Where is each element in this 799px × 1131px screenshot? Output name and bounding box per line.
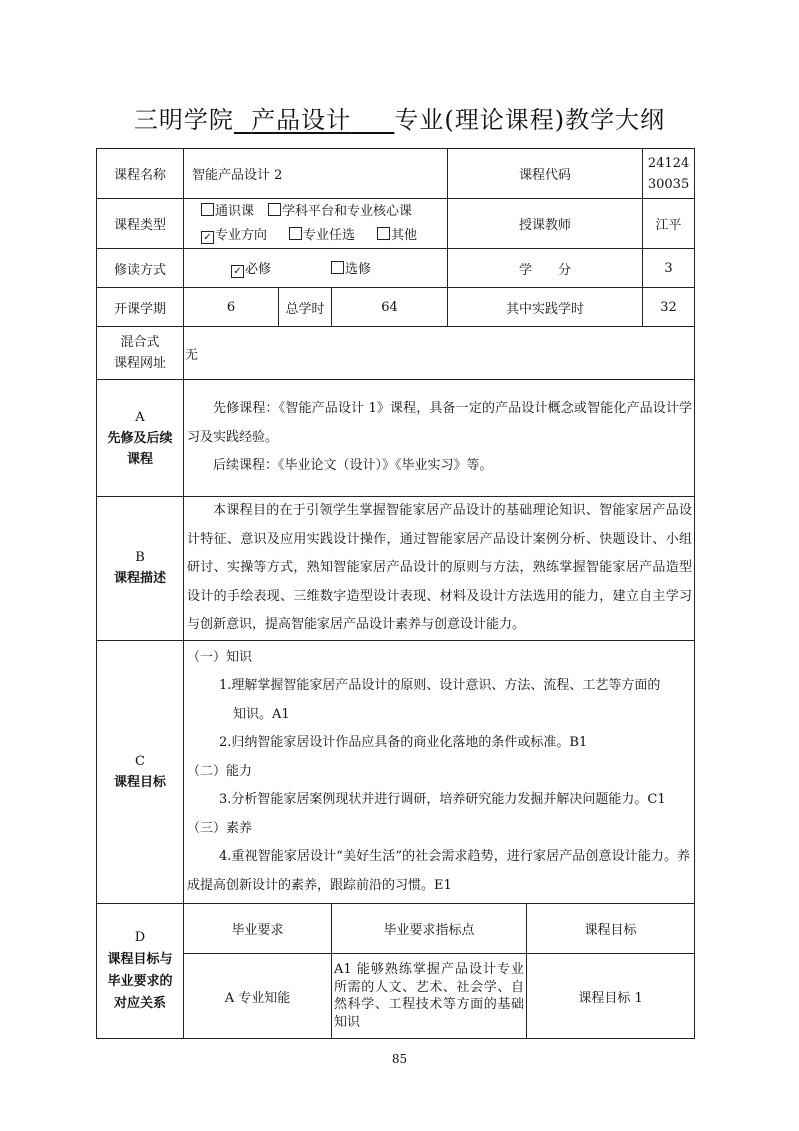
checkbox-icon [377, 227, 390, 240]
section-d-label: D 课程目标与 毕业要求的 对应关系 [97, 904, 184, 1039]
checkbox-icon [331, 261, 344, 274]
goal-heading-ability: （二）能力 [187, 763, 253, 779]
section-c-label: C 课程目标 [97, 640, 184, 904]
section-b-content [184, 497, 695, 641]
url-label: 混合式 课程网址 [97, 327, 184, 380]
goal-1: 1.理解掌握智能家居产品设计的原则、设计意识、方法、流程、工艺等方面的 知识。A1 [219, 678, 661, 722]
course-code-label: 课程代码 [448, 149, 643, 199]
mode-option-required[interactable]: ✓ 必修 [231, 258, 271, 278]
study-mode-label: 修读方式 [97, 249, 184, 288]
mapping-col-indicator: 毕业要求指标点 [332, 904, 527, 954]
study-mode-options [184, 249, 448, 288]
prereq-text: 先修课程：《智能产品设计 1》课程，具备一定的产品设计概念或智能化产品设计学习及实践经验。 [187, 401, 693, 445]
mapping-col-requirement: 毕业要求 [184, 904, 332, 954]
checkbox-checked-icon: ✓ [231, 265, 244, 278]
total-hours-label: 总学时 [279, 288, 332, 327]
course-type-label: 课程类型 [97, 199, 184, 249]
credit: 3 [643, 249, 695, 288]
section-c-content [184, 640, 695, 904]
goal-3: 3.分析智能家居案例现状并进行调研，培养研究能力发掘并解决问题能力。C1 [219, 792, 666, 807]
course-name-label: 课程名称 [97, 149, 184, 199]
section-a-label: A 先修及后续 课程 [97, 380, 184, 497]
goal-2: 2.归纳智能家居设计作品应具备的商业化落地的条件或标准。B1 [219, 735, 588, 750]
mapping-indicator: A1 能够熟练掌握产品设计专业所需的人文、艺术、社会学、自然科学、工程技术等方面的基础知识 [332, 954, 527, 1039]
mapping-col-goal: 课程目标 [527, 904, 695, 954]
practice-hours: 32 [643, 288, 695, 327]
goal-heading-literacy: （三）素养 [187, 820, 253, 836]
page-title [0, 100, 799, 135]
section-a-content [184, 380, 695, 497]
followup-text: 后续课程：《毕业论文（设计）》《毕业实习》等。 [213, 458, 493, 474]
type-option-direction[interactable]: ✓ 专业方向 [201, 224, 267, 248]
type-option-core[interactable]: 学科平台和专业核心课 [268, 200, 412, 224]
type-option-elective[interactable]: 专业任选 [289, 224, 355, 248]
title-major: 产品设计 [251, 106, 352, 134]
checkbox-icon [268, 203, 281, 216]
semester-label: 开课学期 [97, 288, 184, 327]
teacher: 江平 [643, 199, 695, 249]
mapping-requirement: A 专业知能 [184, 954, 332, 1039]
total-hours: 64 [332, 288, 448, 327]
syllabus-table [96, 148, 695, 1039]
course-url: 无 [184, 327, 695, 380]
type-option-other[interactable]: 其他 [377, 224, 417, 248]
section-b-label: B 课程描述 [97, 497, 184, 641]
course-code: 2412430035 [643, 149, 695, 199]
checkbox-icon [201, 203, 214, 216]
title-suffix: 专业(理论课程)教学大纲 [394, 106, 666, 134]
practice-hours-label: 其中实践学时 [448, 288, 643, 327]
mode-option-elective[interactable]: 选修 [331, 258, 371, 277]
checkbox-icon [289, 227, 302, 240]
mapping-goal: 课程目标 1 [527, 954, 695, 1039]
teacher-label: 授课教师 [448, 199, 643, 249]
course-type-options [184, 199, 448, 249]
semester: 6 [184, 288, 279, 327]
goal-heading-knowledge: （一）知识 [187, 649, 253, 665]
title-prefix: 三明学院 [133, 106, 234, 134]
course-description: 本课程目的在于引领学生掌握智能家居产品设计的基础理论知识、智能家居产品设计特征、意识及应用实践设计操作，通过智能家居产品设计案例分析、快题设计、小组研讨、实操等方式，熟知智能家居产品设计的原则与方法，熟练掌握智能家居产品造型设计的手绘表现、三维数字造型设计表现、材料及设计方法选用的能力，建立自主学习与创新意识，提高智能家居产品设计素养与创意设计能力。 [187, 503, 693, 632]
checkbox-checked-icon: ✓ [201, 231, 214, 244]
goal-4: 4.重视智能家居设计“美好生活”的社会需求趋势，进行家居产品创意设计能力。养成提高创新设计的素养，跟踪前沿的习惯。E1 [187, 849, 691, 893]
type-option-general[interactable]: 通识课 [201, 200, 254, 224]
course-name: 智能产品设计 2 [184, 149, 448, 199]
credit-label: 学 分 [448, 249, 643, 288]
page-number: 85 [391, 1052, 408, 1066]
